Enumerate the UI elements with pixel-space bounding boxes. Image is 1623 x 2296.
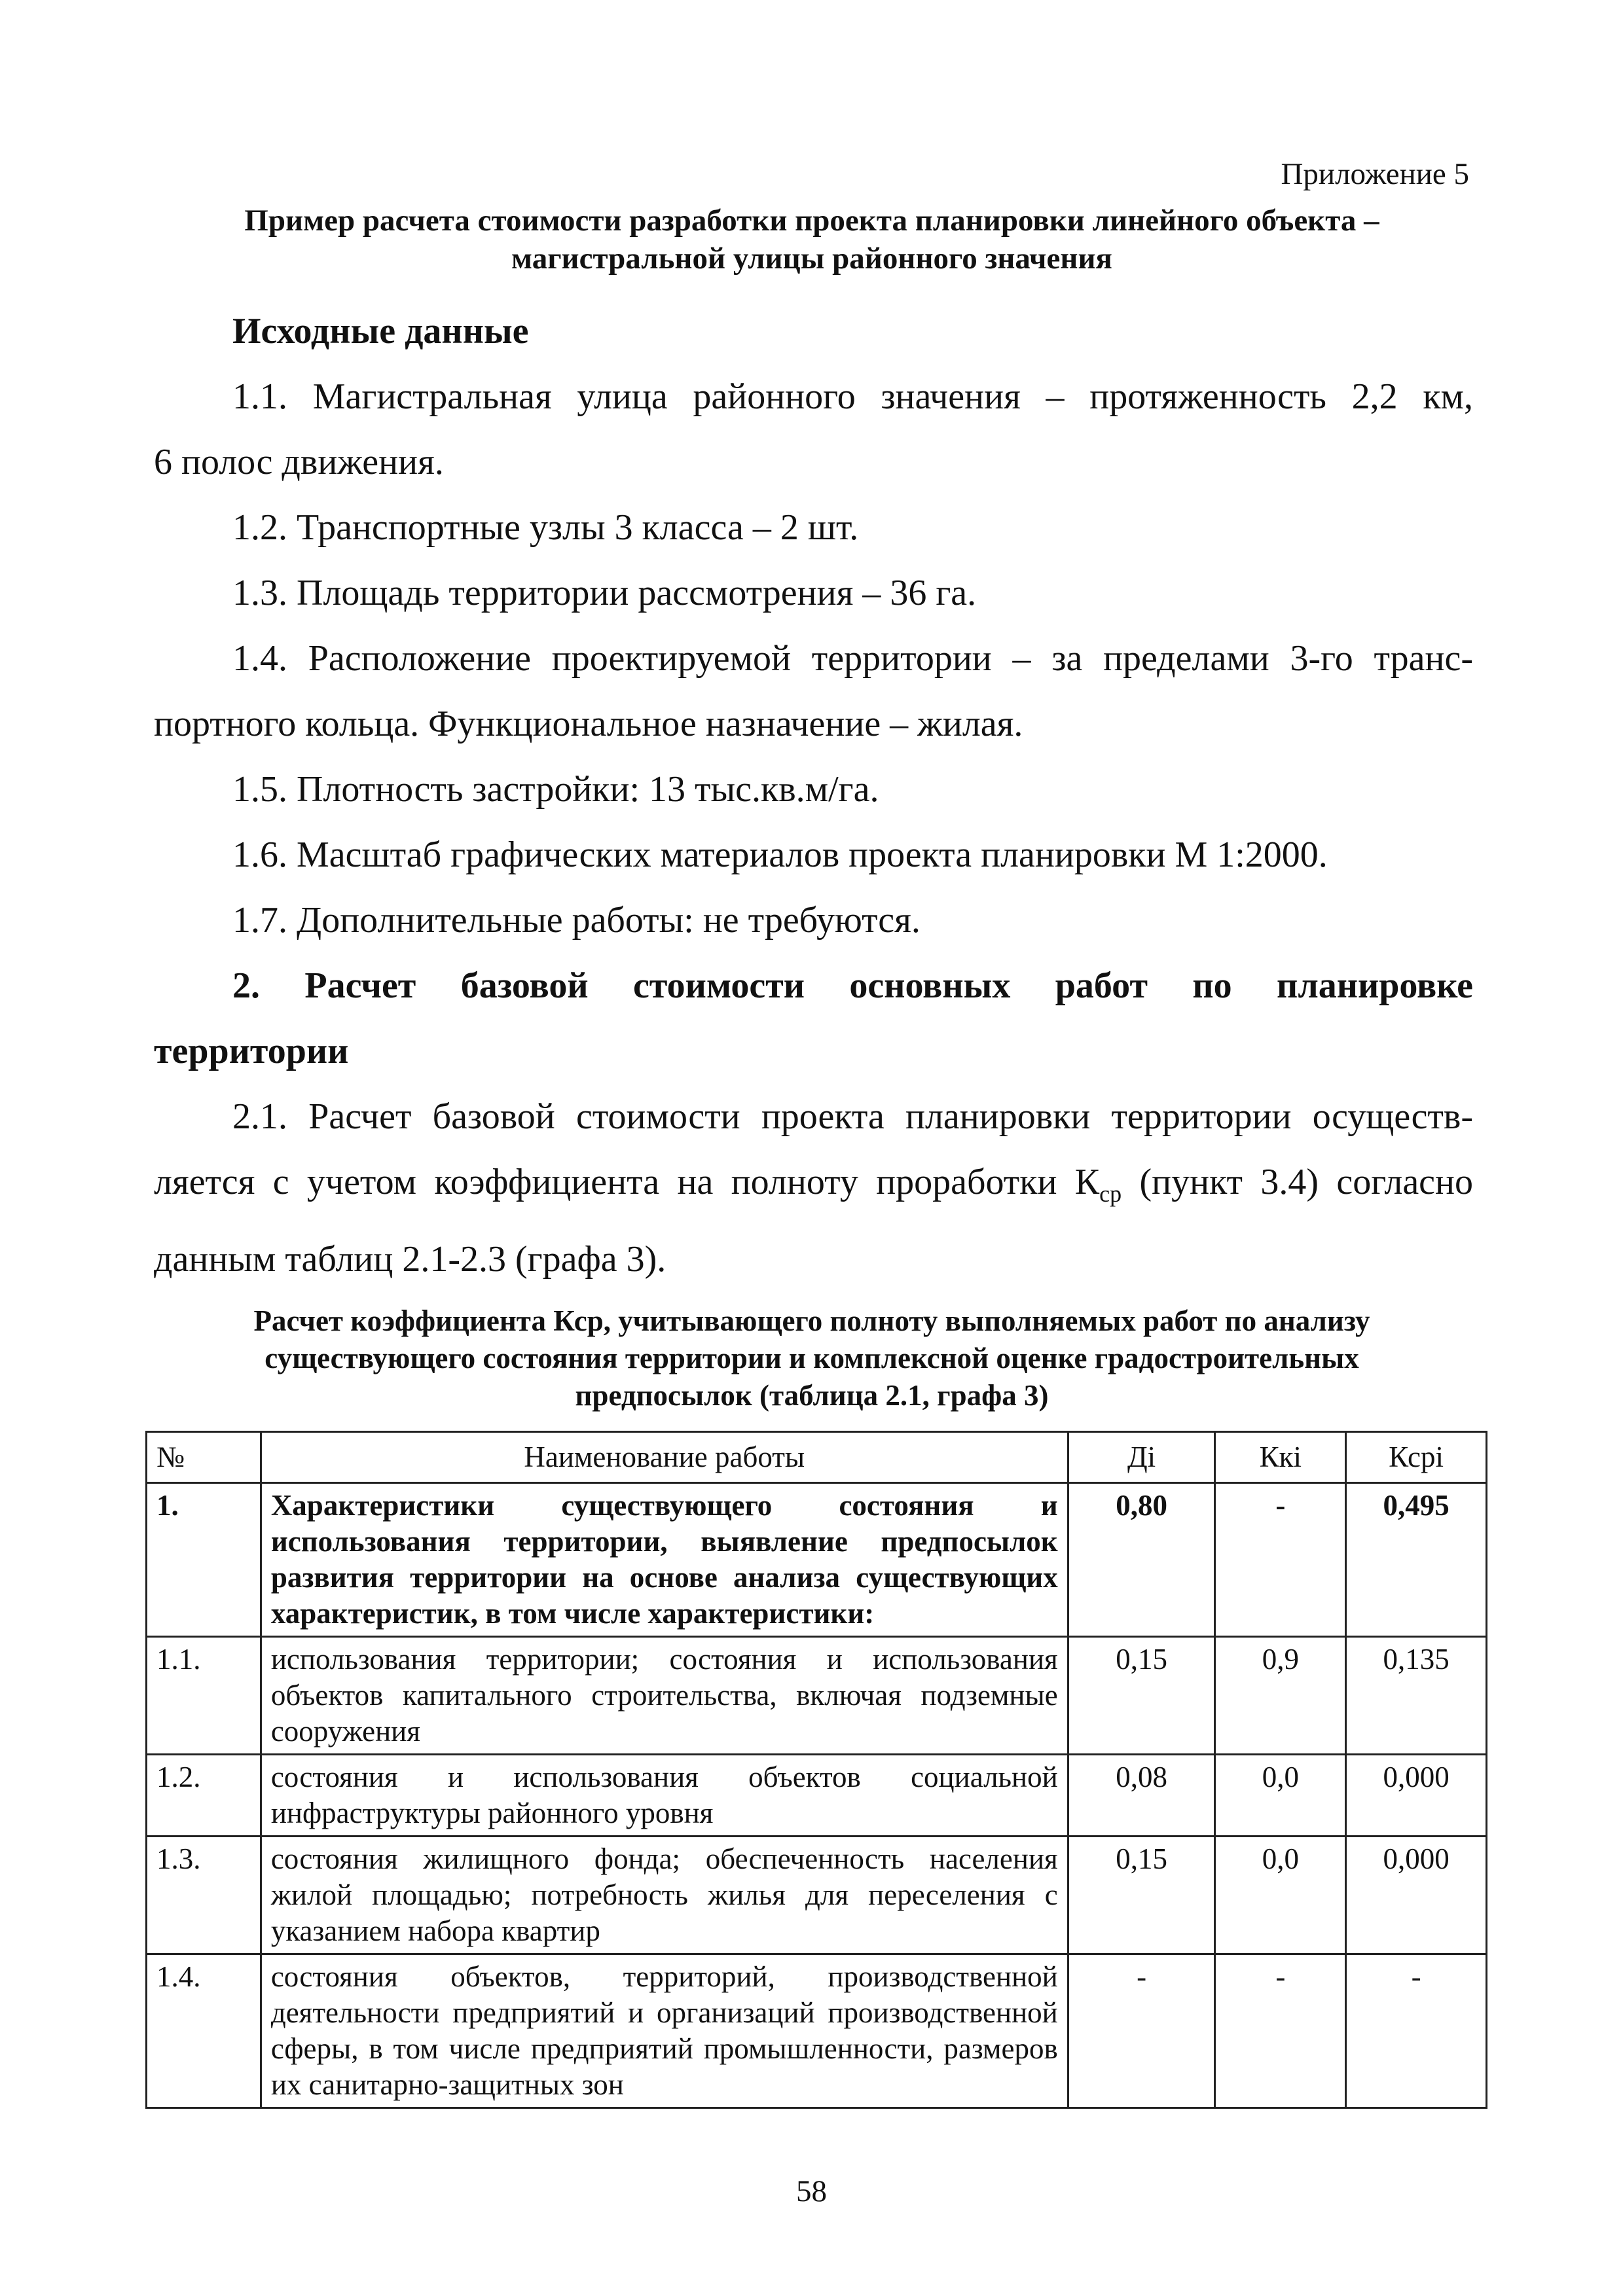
row-work-name: Характеристики существующего состояния и использования территории, выявление предпосылок развития территории на основе анализа существующих характеристик, в том числе характеристики: [261, 1483, 1068, 1637]
row-di: 0,15 [1068, 1837, 1215, 1954]
row-di: - [1068, 1954, 1215, 2108]
table-title [144, 1302, 1480, 1414]
row-di: 0,08 [1068, 1755, 1215, 1837]
row-ksri: 0,000 [1346, 1837, 1487, 1954]
item-1-2: 1.2. Транспортные узлы 3 класса – 2 шт. [232, 507, 859, 548]
header-di: Дi [1068, 1432, 1215, 1483]
item-1-5: 1.5. Плотность застройки: 13 тыс.кв.м/га. [232, 769, 879, 810]
section-2-1-line-2-a: ляется с учетом коэффициента на полноту проработки К [154, 1162, 1100, 1202]
section-2-heading-line-2: территории [154, 1031, 349, 1071]
row-kki: - [1215, 1954, 1346, 2108]
page-number: 58 [796, 2174, 827, 2208]
row-ksri: 0,495 [1346, 1483, 1487, 1637]
table-row [147, 1755, 1487, 1837]
row-ksri: 0,000 [1346, 1755, 1487, 1837]
row-work-name: использования территории; состояния и использования объектов капитального строительства, включая подземные сооружения [261, 1637, 1068, 1755]
table-title-line-1: Расчет коэффициента Кср, учитывающего полноту выполняемых работ по анализу [253, 1304, 1370, 1337]
row-kki: 0,0 [1215, 1837, 1346, 1954]
section-2-1-line-2-b: (пункт 3.4) согласно [1122, 1162, 1473, 1202]
item-1-7: 1.7. Дополнительные работы: не требуются. [232, 900, 921, 941]
row-number: 1.1. [147, 1637, 261, 1755]
section-2-1-line-3: данным таблиц 2.1-2.3 (графа 3). [154, 1239, 666, 1280]
row-work-name: состояния объектов, территорий, производственной деятельности предприятий и организаций производственной сферы, в том числе предприятий промышленности, размеров их санитарно-защитных зон [261, 1954, 1068, 2108]
ksr-subscript: ср [1099, 1181, 1122, 1207]
row-work-name: состояния и использования объектов социальной инфраструктуры районного уровня [261, 1755, 1068, 1837]
section-2-1-line-1: 2.1. Расчет базовой стоимости проекта планировки территории осуществ- [232, 1096, 1473, 1137]
item-1-3: 1.3. Площадь территории рассмотрения – 36 га. [232, 573, 977, 613]
header-kki: Ккi [1215, 1432, 1346, 1483]
row-ksri: 0,135 [1346, 1637, 1487, 1755]
section-2-1-line-2 [154, 1149, 1473, 1227]
row-number: 1.3. [147, 1837, 261, 1954]
table-header-row [147, 1432, 1487, 1483]
row-di: 0,80 [1068, 1483, 1215, 1637]
table-title-line-3: предпосылок (таблица 2.1, графа 3) [575, 1379, 1049, 1412]
appendix-label: Приложение 5 [1281, 157, 1469, 191]
header-ksri: Ксрi [1346, 1432, 1487, 1483]
initial-data-list [154, 364, 1473, 1292]
item-1-1-line-2: 6 полос движения. [154, 442, 444, 482]
row-work-name: состояния жилищного фонда; обеспеченность населения жилой площадью; потребность жилья для переселения с указанием набора квартир [261, 1837, 1068, 1954]
title-line-2: магистральной улицы районного значения [511, 242, 1112, 276]
row-di: 0,15 [1068, 1637, 1215, 1755]
table-row [147, 1837, 1487, 1954]
item-1-4-line-2: портного кольца. Функциональное назначение – жилая. [154, 704, 1023, 744]
table-title-line-2: существующего состояния территории и комплексной оценке градостроительных [264, 1342, 1359, 1374]
row-number: 1.2. [147, 1755, 261, 1837]
header-work-name: Наименование работы [261, 1432, 1068, 1483]
table-row [147, 1483, 1487, 1637]
item-1-1-line-1: 1.1. Магистральная улица районного значения – протяженность 2,2 км, [232, 376, 1473, 417]
header-number: № [147, 1432, 261, 1483]
row-ksri: - [1346, 1954, 1487, 2108]
table-row [147, 1637, 1487, 1755]
item-1-6: 1.6. Масштаб графических материалов проекта планировки М 1:2000. [232, 834, 1328, 875]
row-number: 1. [147, 1483, 261, 1637]
coefficient-table [145, 1431, 1487, 2109]
title-line-1: Пример расчета стоимости разработки проекта планировки линейного объекта – [244, 204, 1379, 238]
row-kki: - [1215, 1483, 1346, 1637]
initial-data-heading: Исходные данные [232, 311, 529, 351]
document-title [151, 202, 1473, 278]
section-2-heading-line-1: 2. Расчет базовой стоимости основных работ по планировке [232, 965, 1473, 1006]
item-1-4-line-1: 1.4. Расположение проектируемой территории – за пределами 3-го транс- [232, 638, 1473, 679]
table-row [147, 1954, 1487, 2108]
row-number: 1.4. [147, 1954, 261, 2108]
row-kki: 0,9 [1215, 1637, 1346, 1755]
row-kki: 0,0 [1215, 1755, 1346, 1837]
